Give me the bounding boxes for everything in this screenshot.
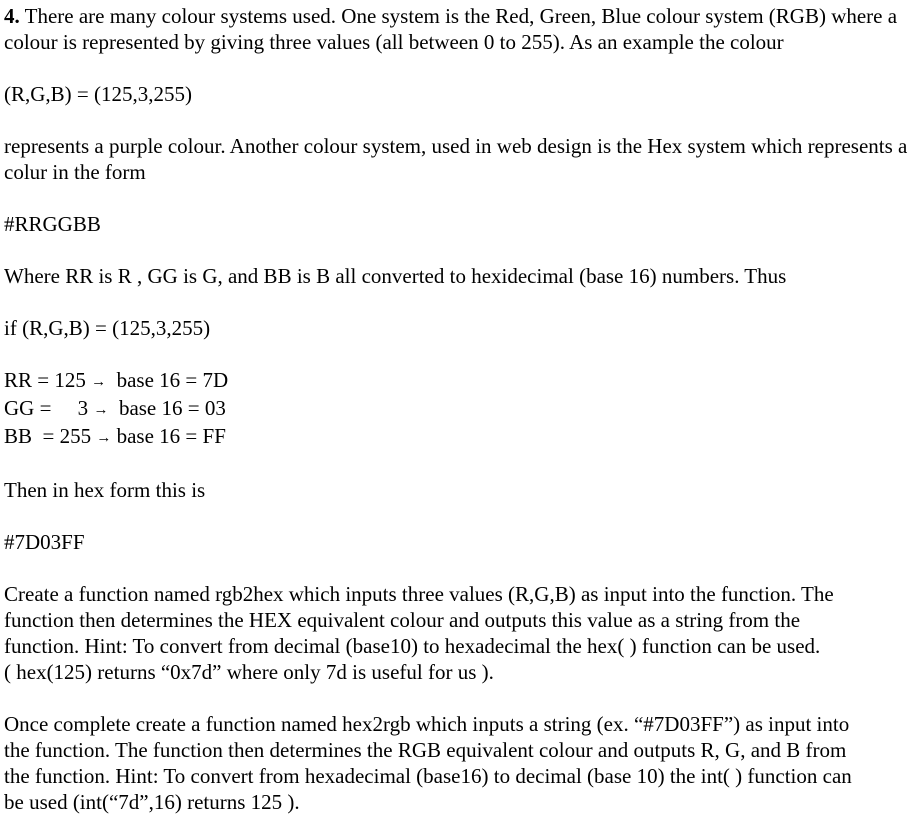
conversion-row-rr [4,367,919,395]
task-line: function then determines the HEX equivalent colour and outputs this value as a string from the [4,608,801,632]
task-line: Create a function named rgb2hex which inputs three values (R,G,B) as input into the function. The [4,582,834,606]
conversion-block [4,367,919,451]
conversion-left: GG = 3 [4,396,94,420]
example-rgb: (R,G,B) = (125,3,255) [4,82,192,106]
conversion-right: base 16 = 7D [106,368,229,392]
right-arrow-icon: → [91,374,107,390]
hex-form: #RRGGBB [4,212,101,236]
task-line: Once complete create a function named hex2rgb which inputs a string (ex. “#7D03FF”) as input into [4,712,850,736]
if-statement: if (R,G,B) = (125,3,255) [4,316,211,340]
conversion-left: BB = 255 [4,424,97,448]
task-line: the function. The function then determines the RGB equivalent colour and outputs R, G, and B from [4,738,847,762]
right-arrow-icon: → [96,430,112,446]
task-line: function. Hint: To convert from decimal (base10) to hexadecimal the hex( ) function can be used. [4,634,821,658]
task-line: be used (int(“7d”,16) returns 125 ). [4,790,300,814]
task-line: the function. Hint: To convert from hexadecimal (base16) to decimal (base 10) the int( ) function can [4,764,852,788]
task-rgb2hex-paragraph [4,581,919,685]
then-text: Then in hex form this is [4,478,206,502]
right-arrow-icon: → [93,402,109,418]
task-hex2rgb-paragraph [4,711,919,815]
conversion-row-bb [4,423,919,451]
purple-paragraph: represents a purple colour. Another colour system, used in web design is the Hex system which represents a colur in the form [4,134,908,184]
question-number: 4. [4,4,20,28]
document-page [4,3,919,815]
conversion-row-gg [4,395,919,423]
conversion-right: base 16 = FF [111,424,226,448]
task-line: ( hex(125) returns “0x7d” where only 7d is useful for us ). [4,660,494,684]
conversion-left: RR = 125 [4,368,92,392]
intro-paragraph [4,3,919,55]
conversion-right: base 16 = 03 [108,396,226,420]
hex-result: #7D03FF [4,530,85,554]
intro-text: There are many colour systems used. One system is the Red, Green, Blue colour system (RGB) where a colour is represented by giving three values (all between 0 to 255). As an example the colour [4,4,898,54]
where-paragraph: Where RR is R , GG is G, and BB is B all converted to hexidecimal (base 16) numbers. Thus [4,264,787,288]
